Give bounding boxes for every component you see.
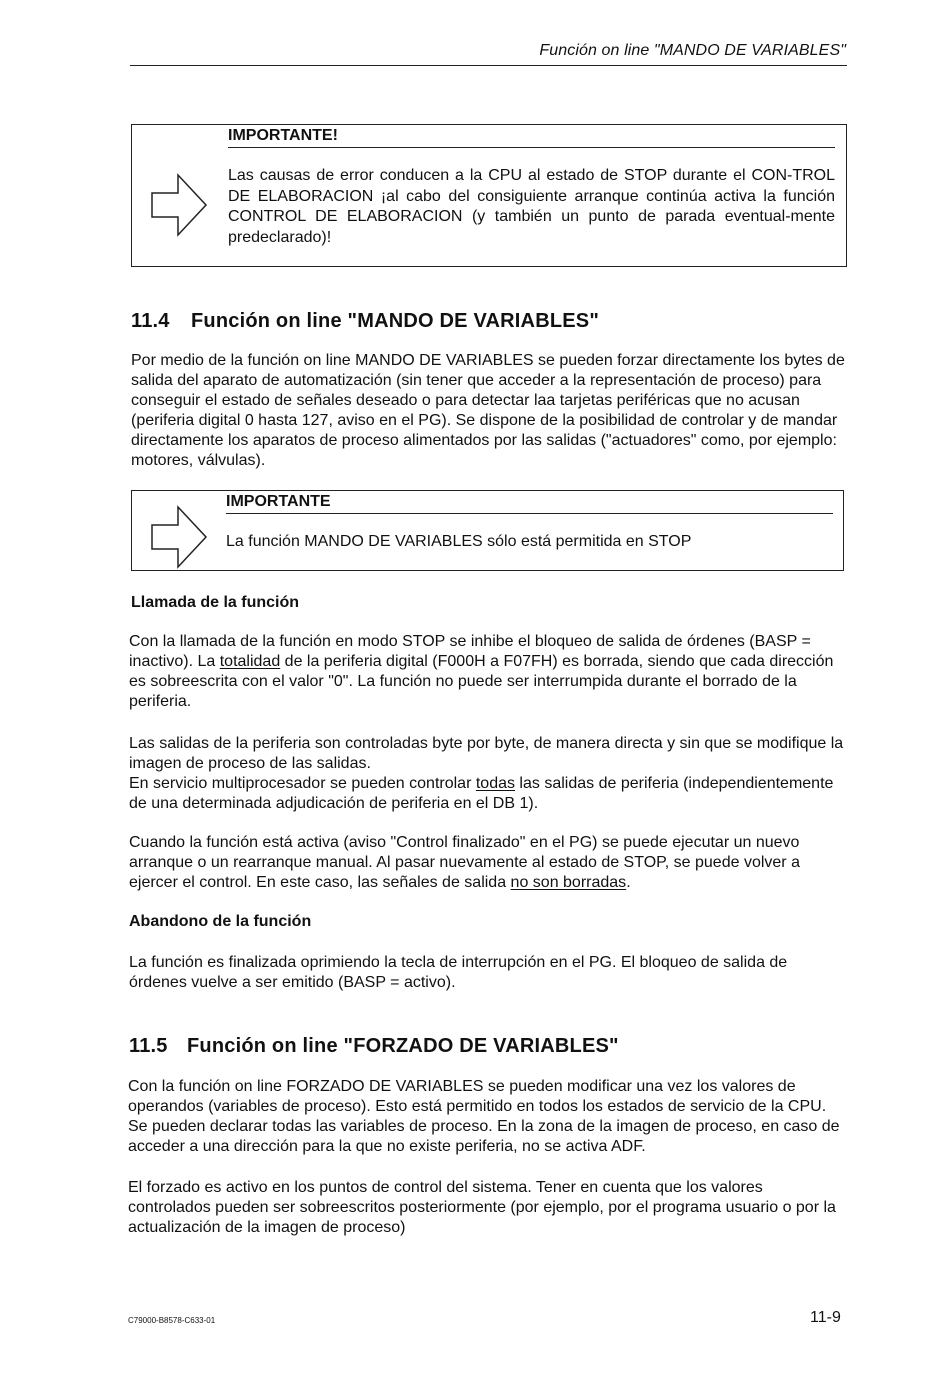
important-notice-box-2 (131, 490, 844, 571)
text-run: . (626, 874, 631, 891)
document-code: C79000-B8578-C633-01 (128, 1316, 216, 1325)
arrow-right-icon (148, 173, 210, 237)
section-heading-11-4 (131, 310, 599, 333)
text-line (129, 774, 847, 814)
paragraph-llamada-3 (129, 833, 847, 893)
text-line: Las salidas de la periferia son controladas byte por byte, de manera directa y sin que se modifique la imagen de proceso de las salidas. (129, 735, 844, 772)
paragraph-forzado-1: Con la función on line FORZADO DE VARIABLES se pueden modificar una vez los valores de operandos (variables de proceso). Esto está permitido en todos los estados de servicio de la CPU. Se pueden declarar todas las variables de proceso. En la zona de la imagen de proceso, en caso de acceder a una dirección para la que no existe periferia, no se activa ADF. (128, 1078, 840, 1155)
running-header-title: Función on line "MANDO DE VARIABLES" (539, 42, 846, 59)
section-title: Función on line "MANDO DE VARIABLES" (191, 310, 600, 332)
paragraph-llamada-1 (129, 632, 847, 712)
text-run: las salidas de periferia (independientemente de una determinada adjudicación de periferia en el DB 1). (129, 775, 834, 812)
subheading-llamada: Llamada de la función (131, 594, 300, 611)
underlined-text: no son borradas (510, 874, 627, 891)
text-run: En servicio multiprocesador se pueden controlar (129, 775, 476, 792)
section-heading-11-5 (129, 1035, 619, 1058)
arrow-right-icon (148, 505, 210, 569)
section-title: Función on line "FORZADO DE VARIABLES" (187, 1035, 619, 1057)
paragraph-llamada-2 (129, 734, 847, 814)
underlined-text: todas (475, 775, 515, 792)
section-number: 11.4 (131, 310, 170, 332)
text-run: Con la llamada de la función en modo STOP se inhibe el bloqueo de salida de órdenes (BASP = inactivo). La (129, 633, 811, 670)
text-run: Cuando la función está activa (aviso "Control finalizado" en el PG) se puede ejecutar un nuevo arranque o un rearranque manual. Al pasar nuevamente al estado de STOP, se puede volver a ejercer el control. En este caso, las señales de salida (129, 834, 800, 891)
section-11-4-intro: Por medio de la función on line MANDO DE VARIABLES se pueden forzar directamente los bytes de salida del aparato de automatización (sin tener que acceder a la representación de proceso) para conseguir el estado de señales deseado o para detectar laa tarjetas periféricas que no acusan (periferia digital 0 hasta 127, aviso en el PG). Se dispone de la posibilidad de controlar y de mandar directamente los aparatos de proceso alimentados por las salidas ("actuadores" como, por ejemplo: motores, válvulas). (131, 352, 845, 469)
important-label-2: IMPORTANTE (226, 493, 833, 514)
important-text-2: La función MANDO DE VARIABLES sólo está permitida en STOP (226, 533, 692, 550)
important-text: Las causas de error conducen a la CPU al estado de STOP durante el CON-TROL DE ELABORACION ¡al cabo del consiguiente arranque continúa activa la función CONTROL DE ELABORACION (y también un punto de parada eventual-mente predeclarado)! (228, 167, 835, 246)
text-run: de la periferia digital (F000H a F07FH) es borrada, siendo que cada dirección es sobreescrita con el valor "0". La función no puede ser interrumpida durante el borrado de la periferia. (129, 653, 834, 710)
important-label: IMPORTANTE! (228, 127, 835, 148)
paragraph-forzado-2: El forzado es activo en los puntos de control del sistema. Tener en cuenta que los valores controlados pueden ser sobreescritos posteriormente (por ejemplo, por el programa usuario o por la actualización de la imagen de proceso) (128, 1179, 836, 1236)
important-notice-box (131, 124, 847, 267)
header-rule (130, 65, 847, 66)
section-number: 11.5 (129, 1035, 168, 1057)
page-number: 11-9 (810, 1309, 841, 1326)
subheading-abandono: Abandono de la función (129, 913, 312, 930)
paragraph-abandono: La función es finalizada oprimiendo la tecla de interrupción en el PG. El bloqueo de salida de órdenes vuelve a ser emitido (BASP = activo). (129, 954, 788, 991)
underlined-text: totalidad (219, 653, 281, 670)
